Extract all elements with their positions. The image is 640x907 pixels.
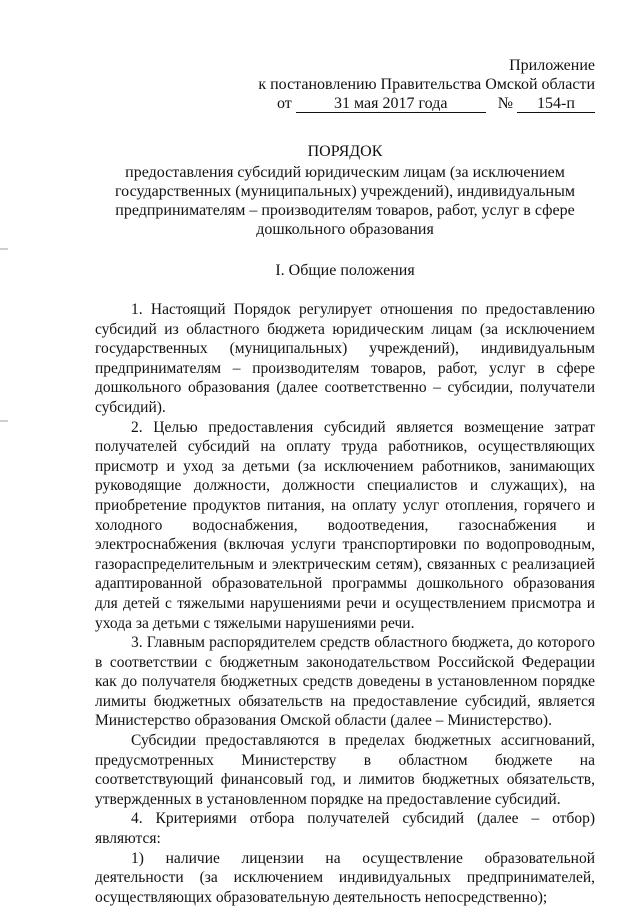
- document-subtitle-line-4: дошкольного образования: [256, 221, 434, 238]
- paragraph: 4. Критериями отбора получателей субсидий (далее – отбор) являются:: [95, 810, 595, 848]
- document-subtitle-line-1: предоставления субсидий юридическим лицам (за исключением: [125, 164, 565, 181]
- paragraph: 1) наличие лицензии на осуществление образовательной деятельности (за исключением индивидуальных предпринимателей, осуществляющих образовательную деятельность непосредственно);: [95, 849, 595, 906]
- document-subtitle-line-2: государственных (муниципальных) учреждений), индивидуальным: [115, 183, 575, 200]
- section-heading: I. Общие положения: [275, 262, 415, 279]
- document-subtitle-line-3: предпринимателям – производителям товаров, работ, услуг в сфере: [115, 202, 575, 219]
- scan-margin-mark: [0, 420, 8, 422]
- appendix-header: [258, 56, 595, 113]
- paragraph: 2. Целью предоставления субсидий является возмещение затрат получателей субсидий на оплату труда работников, осуществляющих присмотр и уход за детьми (за исключением работников, занимающих руководящие должности, должности специалистов и служащих), на приобретение продуктов питания, на оплату услуг отопления, горячего и холодного водоснабжения, водоотведения, газоснабжения и электроснабжения (включая услуги транспортировки по водопроводным, газораспределительным и электрическим сетям), связанных с реализацией адаптированной образовательной программы дошкольного образования для детей с тяжелыми нарушениями речи и осуществлением присмотра и ухода за детьми с тяжелыми нарушениями речи.: [95, 418, 595, 632]
- document-title-block: [95, 142, 595, 239]
- appendix-label: Приложение: [509, 57, 595, 74]
- appendix-resolution-line: к постановлению Правительства Омской области: [258, 76, 595, 93]
- paragraph: 1. Настоящий Порядок регулирует отношения по предоставлению субсидий из областного бюджета юридическим лицам (за исключением государственных (муниципальных) учреждений), индивидуальным предпринимателям – производителям товаров, работ, услуг в сфере дошкольного образования (далее соответственно – субсидии, получатели субсидий).: [95, 301, 595, 416]
- appendix-date: 31 мая 2017 года: [296, 96, 486, 113]
- scan-margin-mark: [0, 248, 8, 250]
- appendix-from-prefix: от: [276, 95, 292, 112]
- appendix-number-sign: №: [497, 95, 513, 112]
- appendix-date-line: [258, 94, 595, 113]
- document-title: ПОРЯДОК: [307, 143, 383, 160]
- document-body: [95, 300, 595, 907]
- paragraph: Субсидии предоставляются в пределах бюджетных ассигнований, предусмотренных Министерству в областном бюджете на соответствующий финансовый год, и лимитов бюджетных обязательств, утвержденных в установленном порядке на предоставление субсидий.: [95, 732, 595, 808]
- paragraph: 3. Главным распорядителем средств областного бюджета, до которого в соответствии с бюджетным законодательством Российской Федерации как до получателя бюджетных средств доведены в установленном порядке лимиты бюджетных обязательств на предоставление субсидий, является Министерство образования Омской области (далее – Министерство).: [95, 634, 595, 730]
- appendix-number: 154-п: [517, 96, 595, 113]
